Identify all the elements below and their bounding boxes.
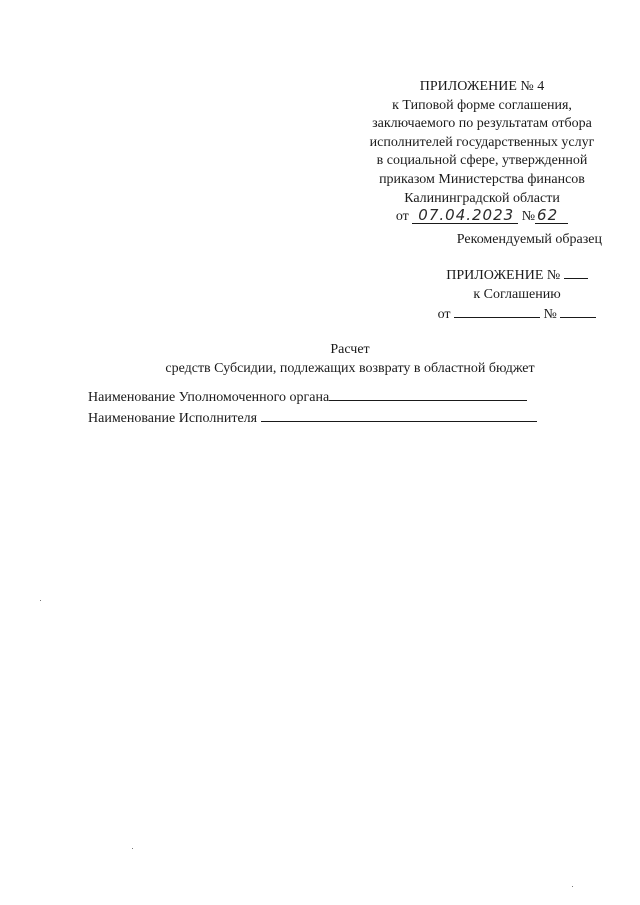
agreement-number-blank: [560, 304, 596, 318]
executor-label: Наименование Исполнителя: [88, 410, 258, 426]
appendix-header: [362, 78, 602, 227]
agreement-appendix: [432, 265, 602, 325]
appendix-title: ПРИЛОЖЕНИЕ № 4: [419, 79, 545, 94]
agreement-number-label: №: [543, 307, 557, 323]
scan-speck: [572, 886, 573, 887]
sample-label: Рекомендуемый образец: [456, 232, 602, 247]
calculation-subtitle: средств Субсидии, подлежащих возврату в областной бюджет: [165, 361, 535, 376]
decree-line: [396, 208, 568, 227]
header-line-2: заключаемого по результатам отбора: [372, 116, 592, 132]
authorized-body-label: Наименование Уполномоченного органа: [88, 390, 330, 405]
decree-prefix: от: [395, 209, 409, 225]
calculation-title: Расчет: [330, 342, 370, 357]
appendix-number-blank: [564, 265, 588, 279]
agreement-date-prefix: от: [437, 307, 451, 323]
header-line-5: приказом Министерства финансов: [379, 171, 585, 187]
decree-date-handwritten: 07.04.2023: [412, 208, 518, 224]
executor-blank: [261, 408, 537, 422]
decree-number-label: №: [521, 209, 536, 225]
authorized-body-row: [88, 387, 537, 408]
scan-speck: [40, 600, 41, 601]
name-fields: [88, 387, 537, 428]
decree-number-handwritten: 62: [535, 208, 568, 224]
header-line-4: в социальной сфере, утвержденной: [376, 153, 588, 169]
executor-row: [88, 408, 537, 429]
scan-speck: [132, 848, 133, 849]
agreement-date-line: [432, 304, 602, 325]
header-line-3: исполнителей государственных услуг: [369, 134, 595, 150]
authorized-body-blank: [329, 387, 527, 401]
header-line-6: Калининградской области: [404, 190, 560, 206]
agreement-appendix-title: ПРИЛОЖЕНИЕ №: [446, 268, 561, 283]
agreement-appendix-subtitle: к Соглашению: [473, 286, 561, 302]
calculation-heading: [0, 340, 640, 378]
agreement-date-blank: [454, 304, 540, 318]
header-line-1: к Типовой форме соглашения,: [392, 97, 572, 113]
agreement-appendix-title-line: [432, 265, 602, 286]
